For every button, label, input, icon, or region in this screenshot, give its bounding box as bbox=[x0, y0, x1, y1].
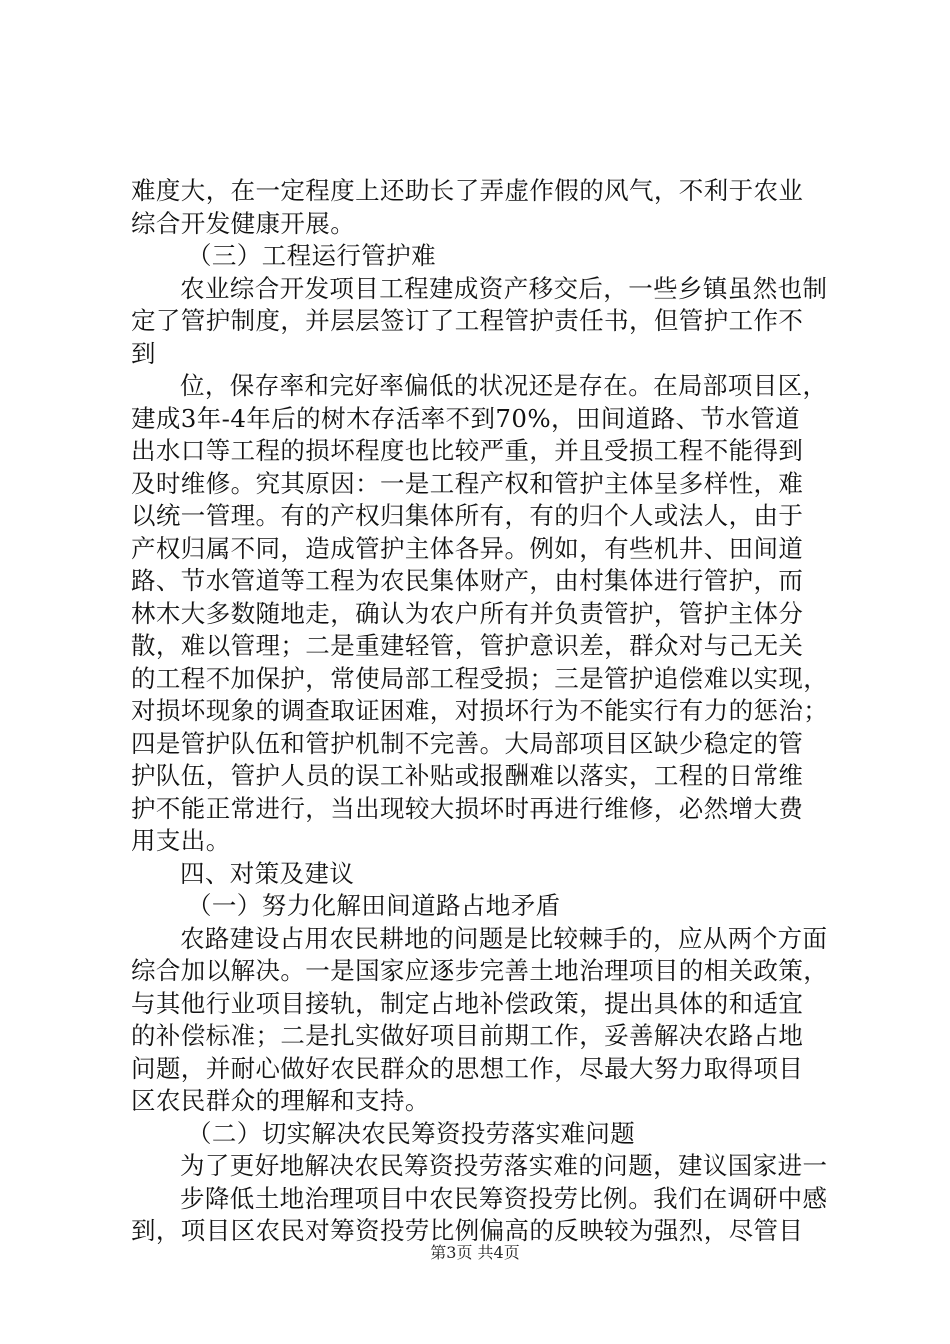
document-body bbox=[131, 175, 831, 1248]
text-line: 的补偿标准；二是扎实做好项目前期工作，妥善解决农路占地 bbox=[131, 1021, 804, 1050]
text-line: 农路建设占用农民耕地的问题是比较棘手的，应从两个方面 bbox=[180, 923, 828, 953]
text-line: 为了更好地解决农民筹资投劳落实难的问题，建议国家进一 bbox=[180, 1151, 828, 1180]
text-line: 到 bbox=[131, 338, 156, 368]
text-line: 定了管护制度，并层层签订了工程管护责任书，但管护工作不 bbox=[131, 306, 804, 335]
text-line: 散，难以管理；二是重建轻管，管护意识差，群众对与己无关 bbox=[131, 631, 804, 660]
text-line: 综合加以解决。一是国家应逐步完善土地治理项目的相关政策， bbox=[131, 956, 829, 985]
text-line: 路、节水管道等工程为农民集体财产，由村集体进行管护，而 bbox=[131, 566, 804, 595]
text-line: 区农民群众的理解和支持。 bbox=[131, 1086, 430, 1115]
text-line: 出水口等工程的损坏程度也比较严重，并且受损工程不能得到 bbox=[131, 436, 804, 465]
text-line: 及时维修。究其原因：一是工程产权和管护主体呈多样性，难 bbox=[131, 468, 804, 498]
text-line: 与其他行业项目接轨，制定占地补偿政策，提出具体的和适宜 bbox=[131, 988, 804, 1018]
text-line: 步降低土地治理项目中农民筹资投劳比例。我们在调研中感 bbox=[180, 1183, 828, 1213]
text-line: 难度大，在一定程度上还助长了弄虚作假的风气，不利于农业 bbox=[131, 176, 804, 205]
text-line: 用支出。 bbox=[131, 826, 231, 855]
text-line: 问题，并耐心做好农民群众的思想工作，尽最大努力取得项目 bbox=[131, 1053, 804, 1083]
text-line: （一）努力化解田间道路占地矛盾 bbox=[187, 891, 561, 920]
text-line: 综合开发健康开展。 bbox=[131, 208, 356, 238]
page-footer bbox=[0, 1243, 950, 1263]
text-line: 对损坏现象的调查取证困难，对损坏行为不能实行有力的惩治； bbox=[131, 696, 829, 725]
text-line: 四、对策及建议 bbox=[180, 858, 355, 888]
text-line: 建成3年-4年后的树木存活率不到70%，田间道路、节水管道 bbox=[131, 403, 801, 433]
text-line: 位，保存率和完好率偏低的状况还是存在。在局部项目区， bbox=[180, 371, 828, 400]
text-line: 以统一管理。有的产权归集体所有，有的归个人或法人，由于 bbox=[131, 501, 804, 530]
page-number: 第3页 共4页 bbox=[430, 1243, 520, 1262]
text-line: （三）工程运行管护难 bbox=[187, 241, 436, 270]
text-line: 的工程不加保护，常使局部工程受损；三是管护追偿难以实现， bbox=[131, 663, 829, 693]
text-line: 农业综合开发项目工程建成资产移交后，一些乡镇虽然也制 bbox=[180, 273, 828, 303]
text-line: 护队伍，管护人员的误工补贴或报酬难以落实，工程的日常维 bbox=[131, 761, 804, 790]
text-line: 护不能正常进行，当出现较大损坏时再进行维修，必然增大费 bbox=[131, 793, 804, 823]
text-line: 到，项目区农民对筹资投劳比例偏高的反映较为强烈，尽管目 bbox=[131, 1216, 804, 1245]
text-line: 产权归属不同，造成管护主体各异。例如，有些机井、田间道 bbox=[131, 533, 804, 563]
text-line: 四是管护队伍和管护机制不完善。大局部项目区缺少稳定的管 bbox=[131, 728, 804, 758]
text-line: （二）切实解决农民筹资投劳落实难问题 bbox=[187, 1118, 636, 1148]
text-line: 林木大多数随地走，确认为农户所有并负责管护，管护主体分 bbox=[131, 598, 804, 628]
